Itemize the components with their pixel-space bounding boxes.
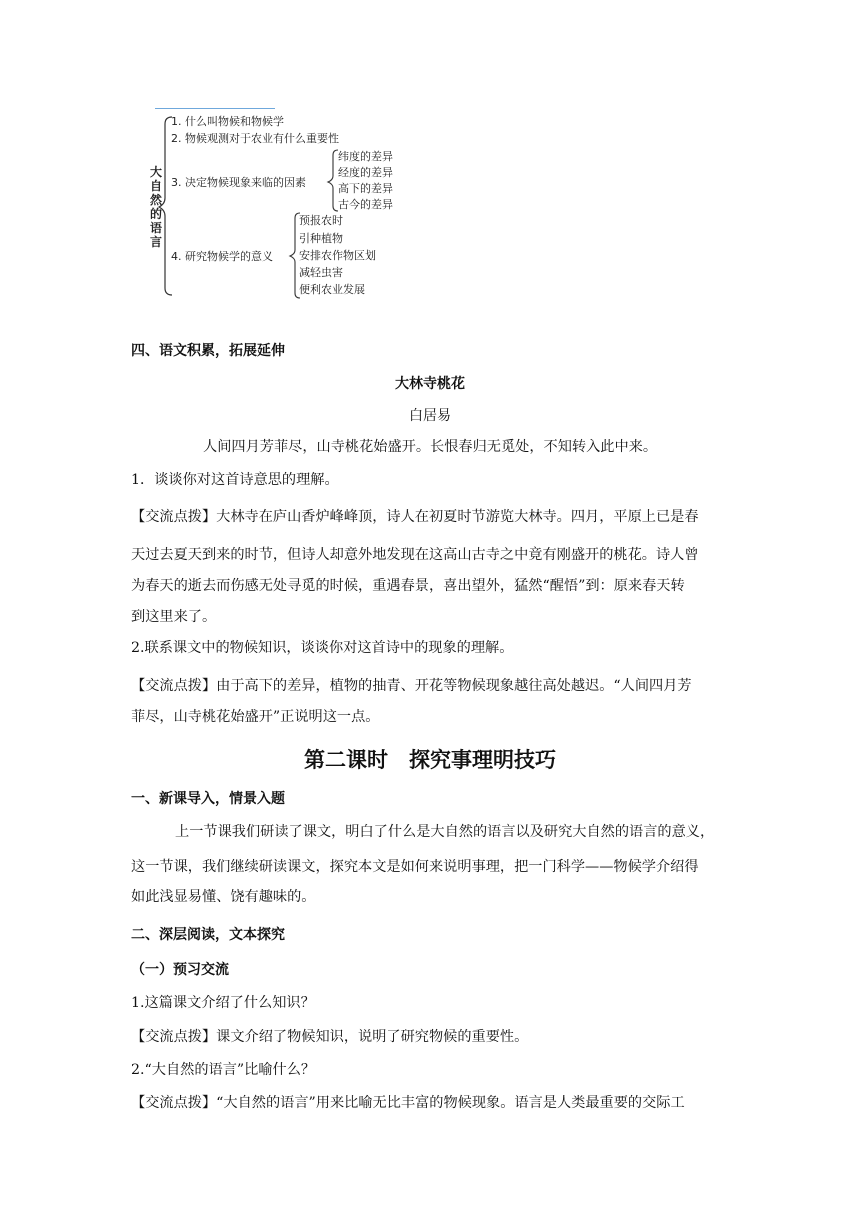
meaning-item: 便利农业发展	[299, 283, 365, 296]
factor-item: 纬度的差异	[338, 150, 393, 163]
section-heading: 一、新课导入，情景入题	[131, 791, 285, 807]
meaning-item: 安排农作物区划	[299, 249, 376, 262]
answer-line: 为春天的逝去而伤感无处寻觅的时候，重遇春景，喜出望外，猛然“醒悟”到：原来春天转	[131, 578, 685, 594]
factor-item: 经度的差异	[338, 166, 393, 179]
section-heading: 二、深层阅读，文本探究	[131, 927, 285, 943]
diagram-item: 3. 决定物候现象来临的因素	[171, 176, 306, 189]
factor-item: 高下的差异	[338, 182, 393, 195]
subsection-heading: （一）预习交流	[131, 962, 229, 978]
intro-line: 这一节课，我们继续研读课文，探究本文是如何来说明事理，把一门科学——物候学介绍得	[131, 859, 699, 875]
answer-line: 【交流点拨】大林寺在庐山香炉峰峰顶，诗人在初夏时节游览大林寺。四月，平原上已是春	[131, 509, 699, 525]
answer-line: 【交流点拨】课文介绍了物候知识，说明了研究物候的重要性。	[131, 1029, 529, 1045]
intro-line: 如此浅显易懂、饶有趣味的。	[131, 889, 316, 905]
answer-line: 到这里来了。	[131, 609, 217, 625]
diagram-root: 大自然的语言	[150, 165, 163, 249]
answer-line: 【交流点拨】由于高下的差异，植物的抽青、开花等物候现象越往高处越迟。“人间四月芳	[131, 678, 692, 694]
meaning-item: 引种植物	[299, 232, 343, 245]
poem-author: 白居易	[409, 408, 451, 424]
poem-text: 人间四月芳菲尽，山寺桃花始盛开。长恨春归无觅处，不知转入此中来。	[203, 439, 658, 455]
intro-line: 上一节课我们研读了课文，明白了什么是大自然的语言以及研究大自然的语言的意义，	[175, 824, 715, 840]
diagram-item: 2. 物候观测对于农业有什么重要性	[171, 132, 339, 145]
question: 2.“大自然的语言”比喻什么？	[131, 1062, 316, 1078]
diagram-item: 4. 研究物候学的意义	[171, 250, 273, 263]
meaning-item: 减轻虫害	[299, 266, 343, 279]
meaning-item: 预报农时	[299, 214, 343, 227]
question: 1.这篇课文介绍了什么知识？	[131, 995, 315, 1011]
question: 1．谈谈你对这首诗意思的理解。	[131, 472, 339, 488]
answer-line: 【交流点拨】“大自然的语言”用来比喻无比丰富的物候现象。语言是人类最重要的交际工	[131, 1095, 685, 1111]
poem-title: 大林寺桃花	[395, 376, 465, 392]
lesson-title: 第二课时 探究事理明技巧	[304, 748, 556, 772]
question: 2.联系课文中的物候知识，谈谈你对这首诗中的现象的理解。	[131, 640, 514, 656]
answer-line: 菲尽，山寺桃花始盛开”正说明这一点。	[131, 709, 380, 725]
brace-lines	[0, 0, 860, 310]
answer-line: 天过去夏天到来的时节，但诗人却意外地发现在这高山古寺之中竟有刚盛开的桃花。诗人曾	[131, 547, 699, 563]
section-heading: 四、语文积累，拓展延伸	[131, 343, 285, 359]
factor-item: 古今的差异	[338, 198, 393, 211]
diagram-item: 1. 什么叫物候和物候学	[171, 115, 284, 128]
